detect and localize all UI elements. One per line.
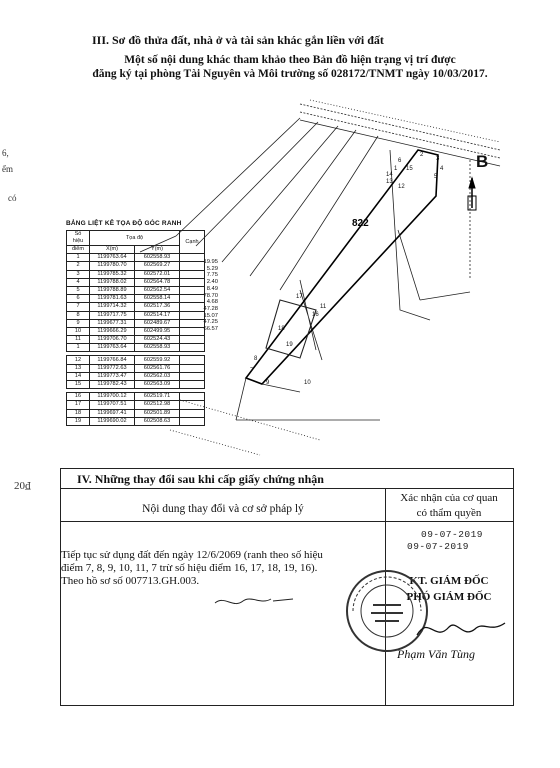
coord-x: 1199763.64 xyxy=(90,344,135,352)
map-point-label: 4 xyxy=(440,166,444,172)
coord-point: 1 xyxy=(67,344,90,352)
coord-x: 1199763.64 xyxy=(90,254,135,262)
edge-length: 47.25 xyxy=(203,319,218,326)
coord-edge-cell xyxy=(180,356,205,364)
coord-point: 7 xyxy=(67,303,90,311)
map-point-label: 10 xyxy=(304,380,311,386)
map-point-label: 8 xyxy=(254,356,258,362)
coord-row xyxy=(67,319,205,327)
coord-edge-cell xyxy=(180,372,205,380)
section3-note-line1: Một số nội dung khác tham khảo theo Bản đồ hiện trạng vị trí được xyxy=(124,54,456,66)
edge-length: 15.07 xyxy=(203,312,218,319)
coord-x: 1199700.12 xyxy=(90,393,135,401)
content-line2: điểm 7, 8, 9, 10, 11, 7 trừ số hiệu điểm 16, 17, 18, 19, 16). xyxy=(61,562,318,574)
coord-edge-cell xyxy=(180,344,205,352)
coord-point: 6 xyxy=(67,295,90,303)
coord-edge-cell xyxy=(180,381,205,389)
map-point-label: 16 xyxy=(312,312,319,318)
coord-point: 15 xyxy=(67,381,90,389)
coord-x: 1199677.31 xyxy=(90,319,135,327)
coord-row xyxy=(67,401,205,409)
coord-y: 602517.36 xyxy=(135,303,180,311)
coord-y: 602558.14 xyxy=(135,295,180,303)
coord-y: 602512.98 xyxy=(135,401,180,409)
coord-point: 10 xyxy=(67,327,90,335)
edge-lengths xyxy=(196,259,218,333)
map-point-label: 6 xyxy=(398,158,402,164)
coord-row xyxy=(67,303,205,311)
direction-label: B xyxy=(476,152,489,171)
coord-y: 602558.93 xyxy=(135,254,180,262)
coord-y: 602524.43 xyxy=(135,336,180,344)
coord-y: 602558.93 xyxy=(135,344,180,352)
confirmation-date-1: 09-07-2019 xyxy=(421,529,484,540)
coord-point: 19 xyxy=(67,417,90,425)
coord-edge-cell xyxy=(180,393,205,401)
coord-point: 12 xyxy=(67,356,90,364)
coord-row xyxy=(67,409,205,417)
edge-length: 47.28 xyxy=(203,305,218,312)
coord-point: 1 xyxy=(67,254,90,262)
coord-y: 602514.17 xyxy=(135,311,180,319)
confirmation-date-2: 09-07-2019 xyxy=(407,541,470,552)
map-point-label: 15 xyxy=(406,166,413,172)
coord-row xyxy=(67,278,205,286)
signature xyxy=(411,609,511,649)
coord-header-coords: Tọa độ xyxy=(90,231,180,246)
coord-point: 9 xyxy=(67,319,90,327)
coord-y: 602519.71 xyxy=(135,393,180,401)
coord-point: 18 xyxy=(67,409,90,417)
map-point-label: 19 xyxy=(286,342,293,348)
coord-row xyxy=(67,311,205,319)
section4-title: IV. Những thay đổi sau khi cấp giấy chứng nhận xyxy=(61,469,513,489)
map-point-label: 1 xyxy=(394,166,398,172)
coord-header-edge: Cạnh xyxy=(180,231,205,254)
coord-row xyxy=(67,295,205,303)
coord-row xyxy=(67,270,205,278)
map-point-label: 17 xyxy=(296,294,303,300)
coord-x: 1199690.02 xyxy=(90,417,135,425)
coord-edge-cell xyxy=(180,409,205,417)
map-point-label: 9 xyxy=(266,380,270,386)
content-line3: Theo hồ sơ số 007713.GH.003. xyxy=(61,575,200,587)
section4-box xyxy=(60,468,514,706)
coord-row xyxy=(67,327,205,335)
map-point-label: 11 xyxy=(320,304,327,310)
sign-title-2: PHÓ GIÁM ĐỐC xyxy=(406,591,492,603)
edge-length: 78.70 xyxy=(203,292,218,299)
margin-fragment: có xyxy=(8,193,17,203)
coord-y: 602562.03 xyxy=(135,372,180,380)
margin-fragment: 6, xyxy=(2,148,9,158)
map-point-label: 3 xyxy=(436,156,440,162)
coord-x: 1199785.32 xyxy=(90,270,135,278)
sign-title-1: KT. GIÁM ĐỐC xyxy=(409,575,489,587)
parcel-number: 822 xyxy=(352,218,369,229)
coord-y: 602572.01 xyxy=(135,270,180,278)
section4-col-left-header: Nội dung thay đổi và cơ sở pháp lý xyxy=(142,503,304,515)
col-right-line2: có thẩm quyền xyxy=(416,507,482,519)
edge-length: 2.40 xyxy=(206,279,218,286)
col-right-line1: Xác nhận của cơ quan xyxy=(400,492,498,504)
coord-y: 602559.92 xyxy=(135,356,180,364)
edge-length: 4.68 xyxy=(206,299,218,306)
edge-length: 66.57 xyxy=(203,326,218,333)
coord-y: 602564.78 xyxy=(135,278,180,286)
coord-row xyxy=(67,364,205,372)
coord-point: 11 xyxy=(67,336,90,344)
coord-row xyxy=(67,356,205,364)
coord-x: 1199781.63 xyxy=(90,295,135,303)
map-point-label: 5 xyxy=(434,174,438,180)
edge-length: 8.49 xyxy=(206,285,218,292)
coord-y: 602563.09 xyxy=(135,381,180,389)
coord-x: 1199788.89 xyxy=(90,286,135,294)
coord-row xyxy=(67,262,205,270)
coord-row xyxy=(67,286,205,294)
coord-edge-cell xyxy=(180,417,205,425)
edge-length: 19.95 xyxy=(203,259,218,265)
coord-row xyxy=(67,372,205,380)
section4-col-right-header xyxy=(385,491,513,521)
coord-point: 16 xyxy=(67,393,90,401)
coord-row xyxy=(67,417,205,425)
coord-x: 1199766.84 xyxy=(90,356,135,364)
coord-row xyxy=(67,254,205,262)
coord-x: 1199782.43 xyxy=(90,381,135,389)
coord-row xyxy=(67,344,205,352)
coord-y: 602499.95 xyxy=(135,327,180,335)
coord-table xyxy=(66,230,205,426)
map-point-label: 13 xyxy=(386,179,393,185)
coord-table-title: BẢNG LIỆT KÊ TỌA ĐỘ GÓC RANH xyxy=(66,220,182,227)
coord-header-point2: điểm xyxy=(67,246,90,254)
coord-header-x: X(m) xyxy=(90,246,135,254)
map-point-label: 12 xyxy=(398,184,405,190)
margin-fragment: 20₫ xyxy=(14,480,31,492)
coord-x: 1199697.41 xyxy=(90,409,135,417)
coord-y: 602561.76 xyxy=(135,364,180,372)
map-point-label: 18 xyxy=(278,326,285,332)
coord-header-y: Y(m) xyxy=(135,246,180,254)
coord-point: 3 xyxy=(67,270,90,278)
coord-edge-cell xyxy=(180,401,205,409)
map-point-label: 14 xyxy=(386,172,393,178)
change-content xyxy=(61,549,381,588)
section3-title: III. Sơ đồ thửa đất, nhà ở và tài sản khác gắn liền với đất xyxy=(92,33,384,47)
coord-point: 17 xyxy=(67,401,90,409)
initial-mark xyxy=(211,589,301,613)
coord-y: 602508.63 xyxy=(135,417,180,425)
coord-point: 5 xyxy=(67,286,90,294)
coord-y: 602569.27 xyxy=(135,262,180,270)
map-point-label: 7 xyxy=(250,368,254,374)
coord-edge-cell xyxy=(180,336,205,344)
section3-note-line2: đăng ký tại phòng Tài Nguyên và Môi trường số 028172/TNMT ngày 10/03/2017. xyxy=(92,68,488,80)
coord-x: 1199772.63 xyxy=(90,364,135,372)
content-line1: Tiếp tục sử dụng đất đến ngày 12/6/2069 (ranh theo số hiệu xyxy=(61,549,323,561)
coord-edge-cell xyxy=(180,364,205,372)
coord-y: 602562.54 xyxy=(135,286,180,294)
coord-x: 1199707.51 xyxy=(90,401,135,409)
coord-point: 4 xyxy=(67,278,90,286)
coord-header-point: Số hiệu xyxy=(67,231,90,246)
coord-point: 8 xyxy=(67,311,90,319)
coord-x: 1199666.29 xyxy=(90,327,135,335)
coord-point: 14 xyxy=(67,372,90,380)
edge-length: 5.29 xyxy=(206,265,218,272)
coord-x: 1199773.47 xyxy=(90,372,135,380)
coord-point: 2 xyxy=(67,262,90,270)
coord-row xyxy=(67,336,205,344)
margin-fragment: ểm xyxy=(2,164,13,174)
coord-y: 602501.89 xyxy=(135,409,180,417)
coord-row xyxy=(67,381,205,389)
coord-x: 1199714.32 xyxy=(90,303,135,311)
coord-x: 1199780.70 xyxy=(90,262,135,270)
map-point-label: 2 xyxy=(420,152,424,158)
coord-point: 13 xyxy=(67,364,90,372)
coord-x: 1199788.02 xyxy=(90,278,135,286)
signer-name: Phạm Văn Tùng xyxy=(397,647,475,661)
coord-row xyxy=(67,393,205,401)
edge-length: 7.75 xyxy=(206,272,218,279)
coord-x: 1199717.75 xyxy=(90,311,135,319)
coord-y: 602489.67 xyxy=(135,319,180,327)
coord-x: 1199706.70 xyxy=(90,336,135,344)
